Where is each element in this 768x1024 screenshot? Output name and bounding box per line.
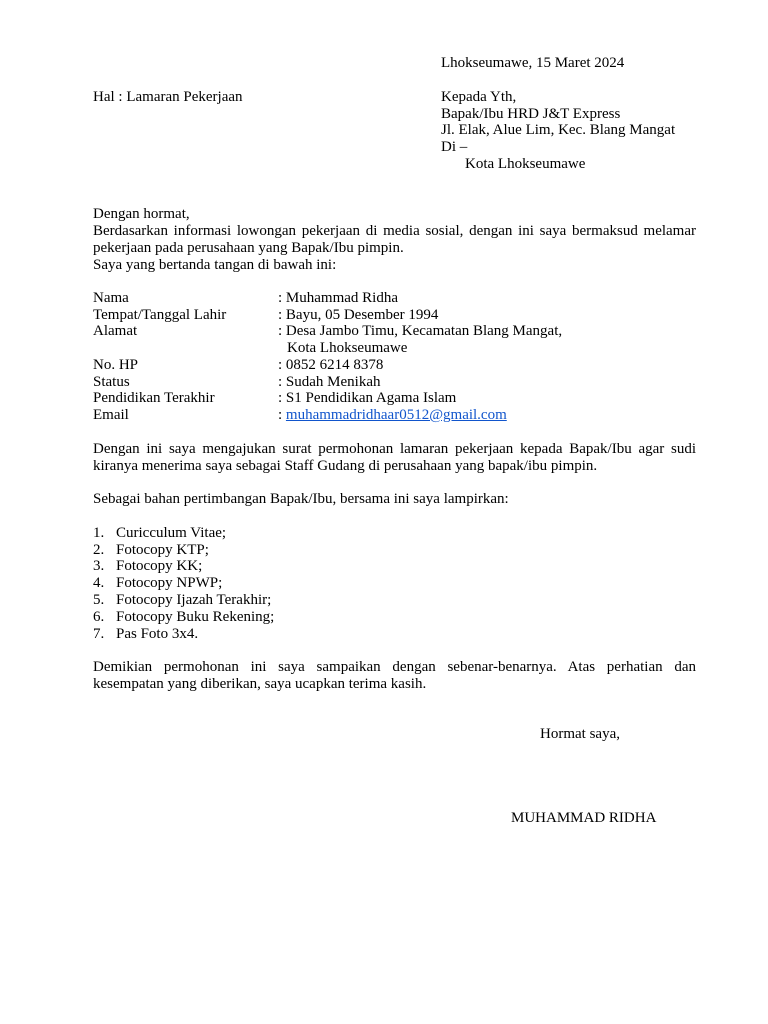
greeting: Dengan hormat, [93,206,190,222]
subject-line: Hal : Lamaran Pekerjaan [93,89,243,105]
intro-paragraph-line: Berdasarkan informasi lowongan pekerjaan di media sosial, dengan ini saya bermaksud melamar [93,223,696,239]
recipient-line: Bapak/Ibu HRD J&T Express [441,106,621,122]
list-item-number: 6. [93,609,105,625]
list-item: Curicculum Vitae; [116,525,227,541]
field-value-status: : Sudah Menikah [278,374,381,390]
list-item: Fotocopy Ijazah Terakhir; [116,592,272,608]
recipient-line: Jl. Elak, Alue Lim, Kec. Blang Mangat [441,122,676,138]
intro-paragraph-line: pekerjaan pada perusahaan yang Bapak/Ibu pimpin. [93,240,404,256]
request-paragraph-line: kiranya menerima saya sebagai Staff Gudang di perusahaan yang bapak/ibu pimpin. [93,458,598,474]
field-label-nama: Nama [93,290,129,306]
field-label-email: Email [93,407,129,423]
list-item: Fotocopy KK; [116,558,203,574]
signoff: Hormat saya, [540,726,620,742]
list-item: Pas Foto 3x4. [116,626,199,642]
list-item-number: 5. [93,592,105,608]
field-value-nama: : Muhammad Ridha [278,290,398,306]
list-item-number: 2. [93,542,105,558]
list-item: Fotocopy Buku Rekening; [116,609,275,625]
field-value-email [278,407,507,424]
field-value-pendidikan: : S1 Pendidikan Agama Islam [278,390,457,406]
field-value-alamat-cont: Kota Lhokseumawe [287,340,408,356]
closing-paragraph-line: kesempatan yang diberikan, saya ucapkan terima kasih. [93,676,427,692]
field-value-alamat: : Desa Jambo Timu, Kecamatan Blang Mangat, [278,323,563,339]
field-label-alamat: Alamat [93,323,138,339]
list-item: Fotocopy KTP; [116,542,209,558]
closing-paragraph-line: Demikian permohonan ini saya sampaikan dengan sebenar-benarnya. Atas perhatian dan [93,659,696,675]
list-item-number: 4. [93,575,105,591]
list-item-number: 3. [93,558,105,574]
recipient-line: Di – [441,139,468,155]
email-link[interactable]: muhammadridhaar0512@gmail.com [285,407,507,423]
request-paragraph-line: Dengan ini saya mengajukan surat permohonan lamaran pekerjaan kepada Bapak/Ibu agar sudi [93,441,696,457]
field-label-status: Status [93,374,130,390]
list-item-number: 7. [93,626,105,642]
field-value-hp: : 0852 6214 8378 [278,357,384,373]
list-item-number: 1. [93,525,105,541]
email-prefix: : [278,407,286,423]
attachments-intro: Sebagai bahan pertimbangan Bapak/Ibu, bersama ini saya lampirkan: [93,491,509,507]
place-date: Lhokseumawe, 15 Maret 2024 [441,55,625,71]
recipient-line: Kepada Yth, [441,89,517,105]
field-label-hp: No. HP [93,357,139,373]
field-label-pendidikan: Pendidikan Terakhir [93,390,215,406]
signature-name: MUHAMMAD RIDHA [511,810,657,826]
field-value-ttl: : Bayu, 05 Desember 1994 [278,307,439,323]
list-item: Fotocopy NPWP; [116,575,223,591]
field-label-ttl: Tempat/Tanggal Lahir [93,307,227,323]
recipient-line: Kota Lhokseumawe [465,156,586,172]
intro-paragraph-line: Saya yang bertanda tangan di bawah ini: [93,257,337,273]
